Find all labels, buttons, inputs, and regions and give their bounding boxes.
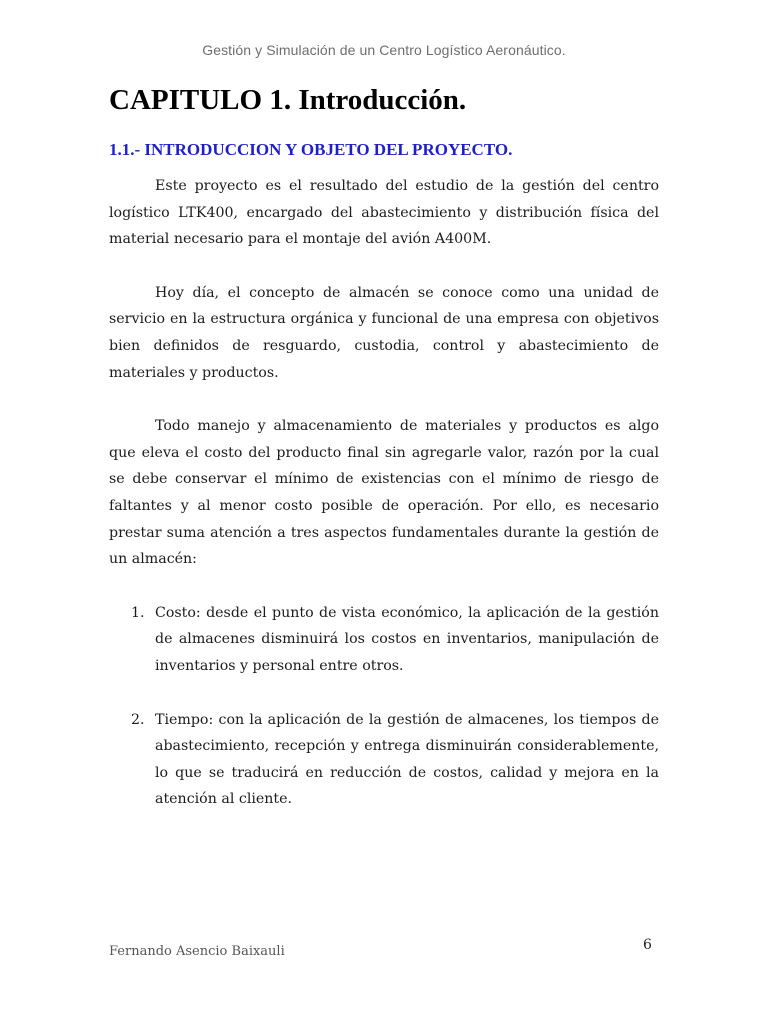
- paragraph: Este proyecto es el resultado del estudio de la gestión del centro logístico LTK400, encargado del abastecimiento y distribución física del material necesario para el montaje del avión A400M.: [109, 178, 659, 248]
- numbered-list: [109, 600, 659, 813]
- running-header: Gestión y Simulación de un Centro Logístico Aeronáutico.: [202, 42, 566, 58]
- list-item-text: Costo: desde el punto de vista económico, la aplicación de la gestión de almacenes disminuirá los costos en inventarios, manipulación de inventarios y personal entre otros.: [155, 604, 659, 674]
- list-item: [109, 707, 659, 813]
- body-text: [109, 173, 659, 840]
- list-item: [109, 600, 659, 680]
- list-item-number: 1.: [131, 604, 145, 621]
- paragraph: Todo manejo y almacenamiento de materiales y productos es algo que eleva el costo del producto final sin agregarle valor, razón por la cual se debe conservar el mínimo de existencias con el mínimo de riesgo de faltantes y al menor costo posible de operación. Por ello, es necesario prestar suma atención a tres aspectos fundamentales durante la gestión de un almacén:: [109, 418, 659, 568]
- paragraph: Hoy día, el concepto de almacén se conoce como una unidad de servicio en la estructura orgánica y funcional de una empresa con objetivos bien definidos de resguardo, custodia, control y abastecimiento de materiales y productos.: [109, 284, 659, 381]
- section-title: 1.1.- INTRODUCCION Y OBJETO DEL PROYECTO.: [109, 140, 513, 159]
- footer-author: Fernando Asencio Baixauli: [109, 944, 285, 959]
- chapter-title: CAPITULO 1. Introducción.: [109, 84, 467, 116]
- list-item-text: Tiempo: con la aplicación de la gestión de almacenes, los tiempos de abastecimiento, recepción y entrega disminuirán considerablemente, lo que se traducirá en reducción de costos, calidad y mejora en la atención al cliente.: [155, 711, 659, 808]
- list-item-number: 2.: [131, 711, 145, 728]
- page-number: 6: [643, 937, 652, 953]
